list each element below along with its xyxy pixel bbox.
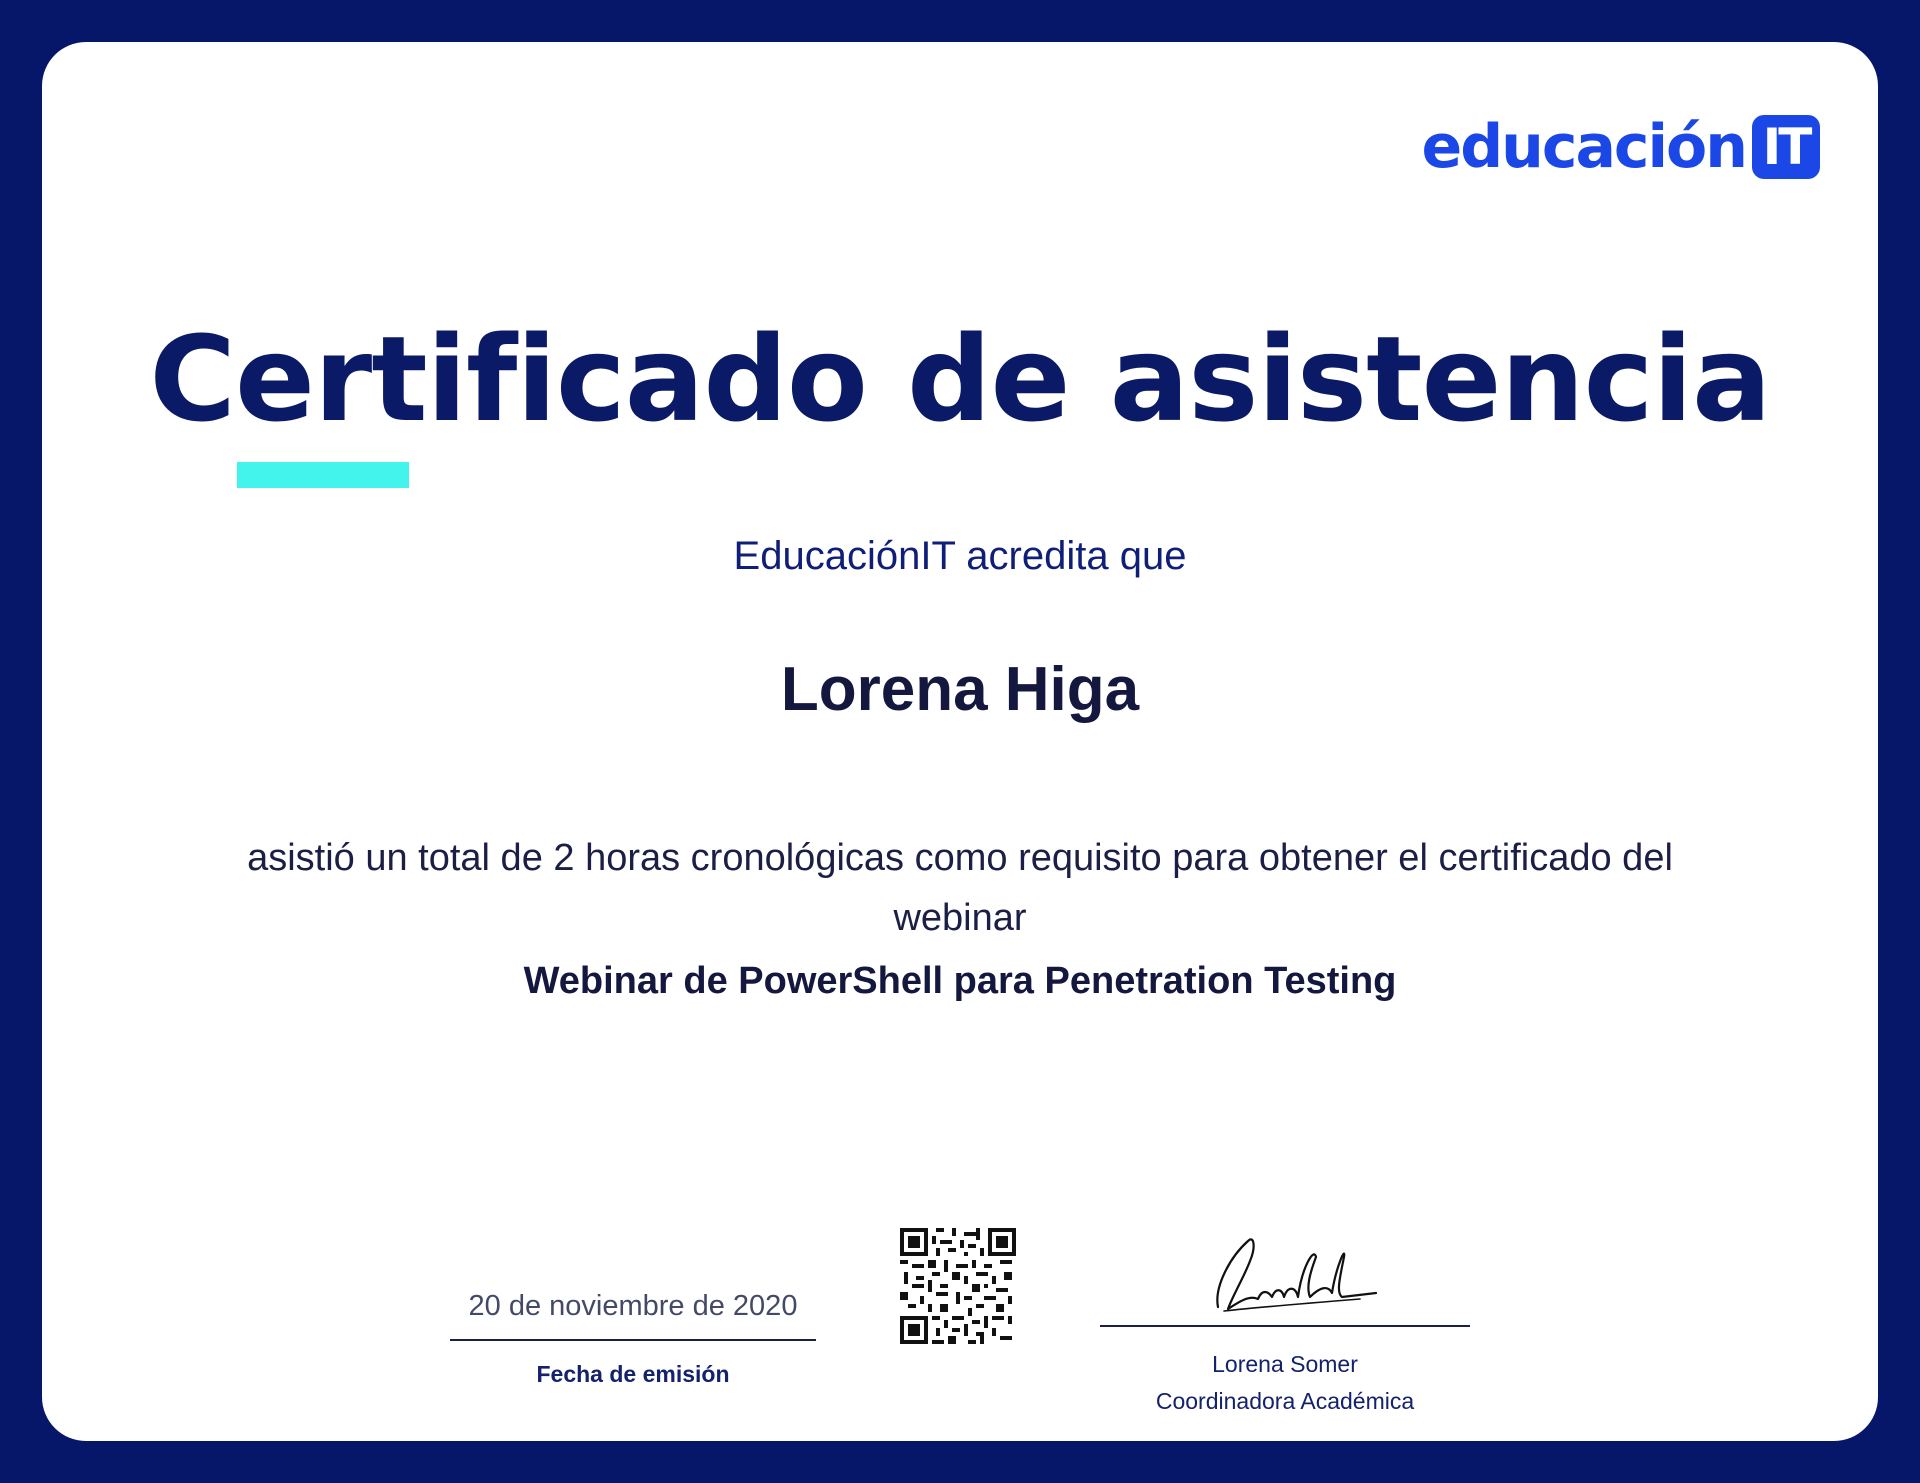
issue-date-label: Fecha de emisión [536, 1361, 730, 1387]
signature-line [1100, 1325, 1470, 1327]
certificate-card [42, 42, 1878, 1441]
issue-date-block [450, 1290, 816, 1388]
issue-date: 20 de noviembre de 2020 [468, 1290, 798, 1322]
attendance-description: asistió un total de 2 horas cronológicas como requisito para obtener el certificado del webinar [247, 837, 1673, 939]
signatory-name: Lorena Somer [1212, 1351, 1358, 1377]
accent-bar [237, 462, 409, 488]
logo-wordmark: educación [1421, 112, 1746, 182]
course-name: Webinar de PowerShell para Penetration Testing [523, 960, 1397, 1002]
date-underline [450, 1339, 816, 1341]
signatory-role: Coordinadora Académica [1155, 1388, 1415, 1414]
qr-code-icon[interactable] [900, 1228, 1016, 1344]
handwritten-signature [1210, 1227, 1380, 1319]
recipient-name: Lorena Higa [780, 655, 1140, 724]
accredits-text: EducaciónIT acredita que [733, 534, 1187, 578]
logo-it-box: IT [1752, 115, 1820, 179]
certificate-title: Certificado de asistencia [149, 310, 1771, 448]
signature-block [1100, 1227, 1470, 1415]
educacionit-logo [1422, 112, 1820, 182]
